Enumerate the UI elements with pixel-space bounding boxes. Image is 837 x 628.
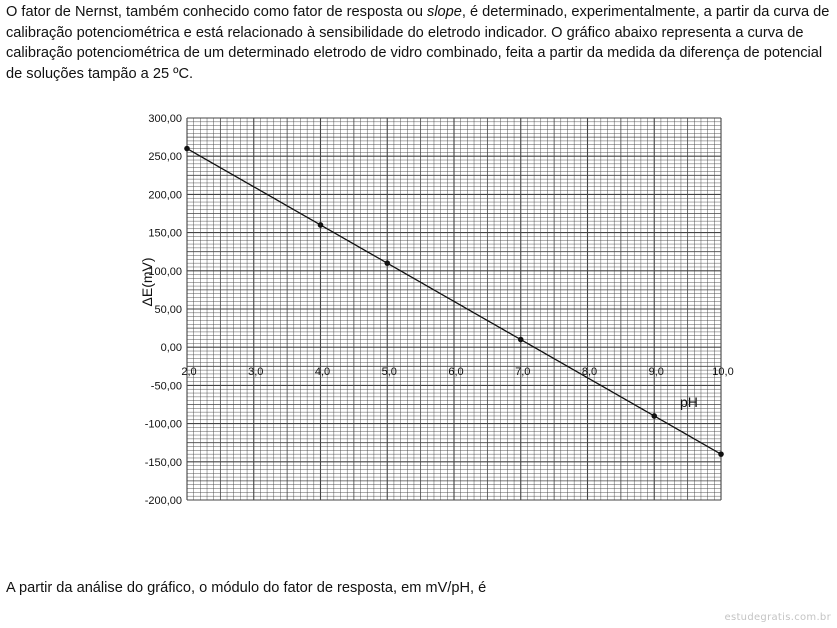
y-tick-label: 0,00 [160, 342, 182, 355]
y-tick-label: 50,00 [154, 304, 182, 316]
intro-text-2: , é determinado, experimentalmente, a partir da curva de calibração potenciométrica e está relacionado à sensibilidade do eletrodo indicador. O gráfico abaixo representa a curva de calibração potenciométrica de um determinado eletrodo de vidro combinado, feita a partir da medida da diferença de potencial de soluções tampão a 25 ºC. [6, 4, 830, 82]
x-tick-label: 2,0 [181, 366, 197, 379]
x-tick-label: 6,0 [448, 366, 464, 379]
y-tick-label: 100,00 [148, 265, 182, 278]
intro-text-1: O fator de Nernst, também conhecido como fator de resposta ou [6, 4, 428, 20]
data-point [651, 413, 657, 419]
y-tick-label: -200,00 [144, 495, 182, 507]
y-tick-label: 300,00 [148, 113, 182, 125]
x-tick-label: 4,0 [314, 366, 331, 379]
y-tick-label: -150,00 [144, 456, 182, 469]
x-tick-label: 9,0 [648, 366, 664, 379]
intro-emphasis: slope [427, 4, 462, 20]
data-point [184, 146, 190, 152]
data-point [518, 337, 524, 343]
x-tick-label: 10,0 [712, 366, 734, 379]
x-tick-label: 8,0 [581, 366, 598, 379]
x-tick-label: 7,0 [515, 366, 531, 379]
x-axis-label: pH [680, 394, 698, 410]
data-point [318, 222, 324, 228]
watermark: estudegratis.com.br [724, 612, 831, 623]
y-tick-label: 200,00 [148, 189, 182, 202]
x-tick-label: 5,0 [381, 366, 397, 379]
y-tick-label: 150,00 [148, 227, 182, 240]
chart-grid [187, 118, 721, 500]
y-tick-label: 250,00 [148, 151, 182, 164]
question-text: A partir da análise do gráfico, o módulo do fator de resposta, em mV/pH, é [6, 580, 487, 596]
y-axis-label: ΔE(mV) [139, 257, 155, 307]
y-tick-label: -50,00 [150, 380, 182, 393]
data-point [718, 451, 724, 457]
x-tick-label: 3,0 [248, 366, 264, 379]
y-tick-label: -100,00 [144, 418, 182, 431]
data-point [384, 260, 390, 266]
chart-ticks [145, 113, 734, 507]
